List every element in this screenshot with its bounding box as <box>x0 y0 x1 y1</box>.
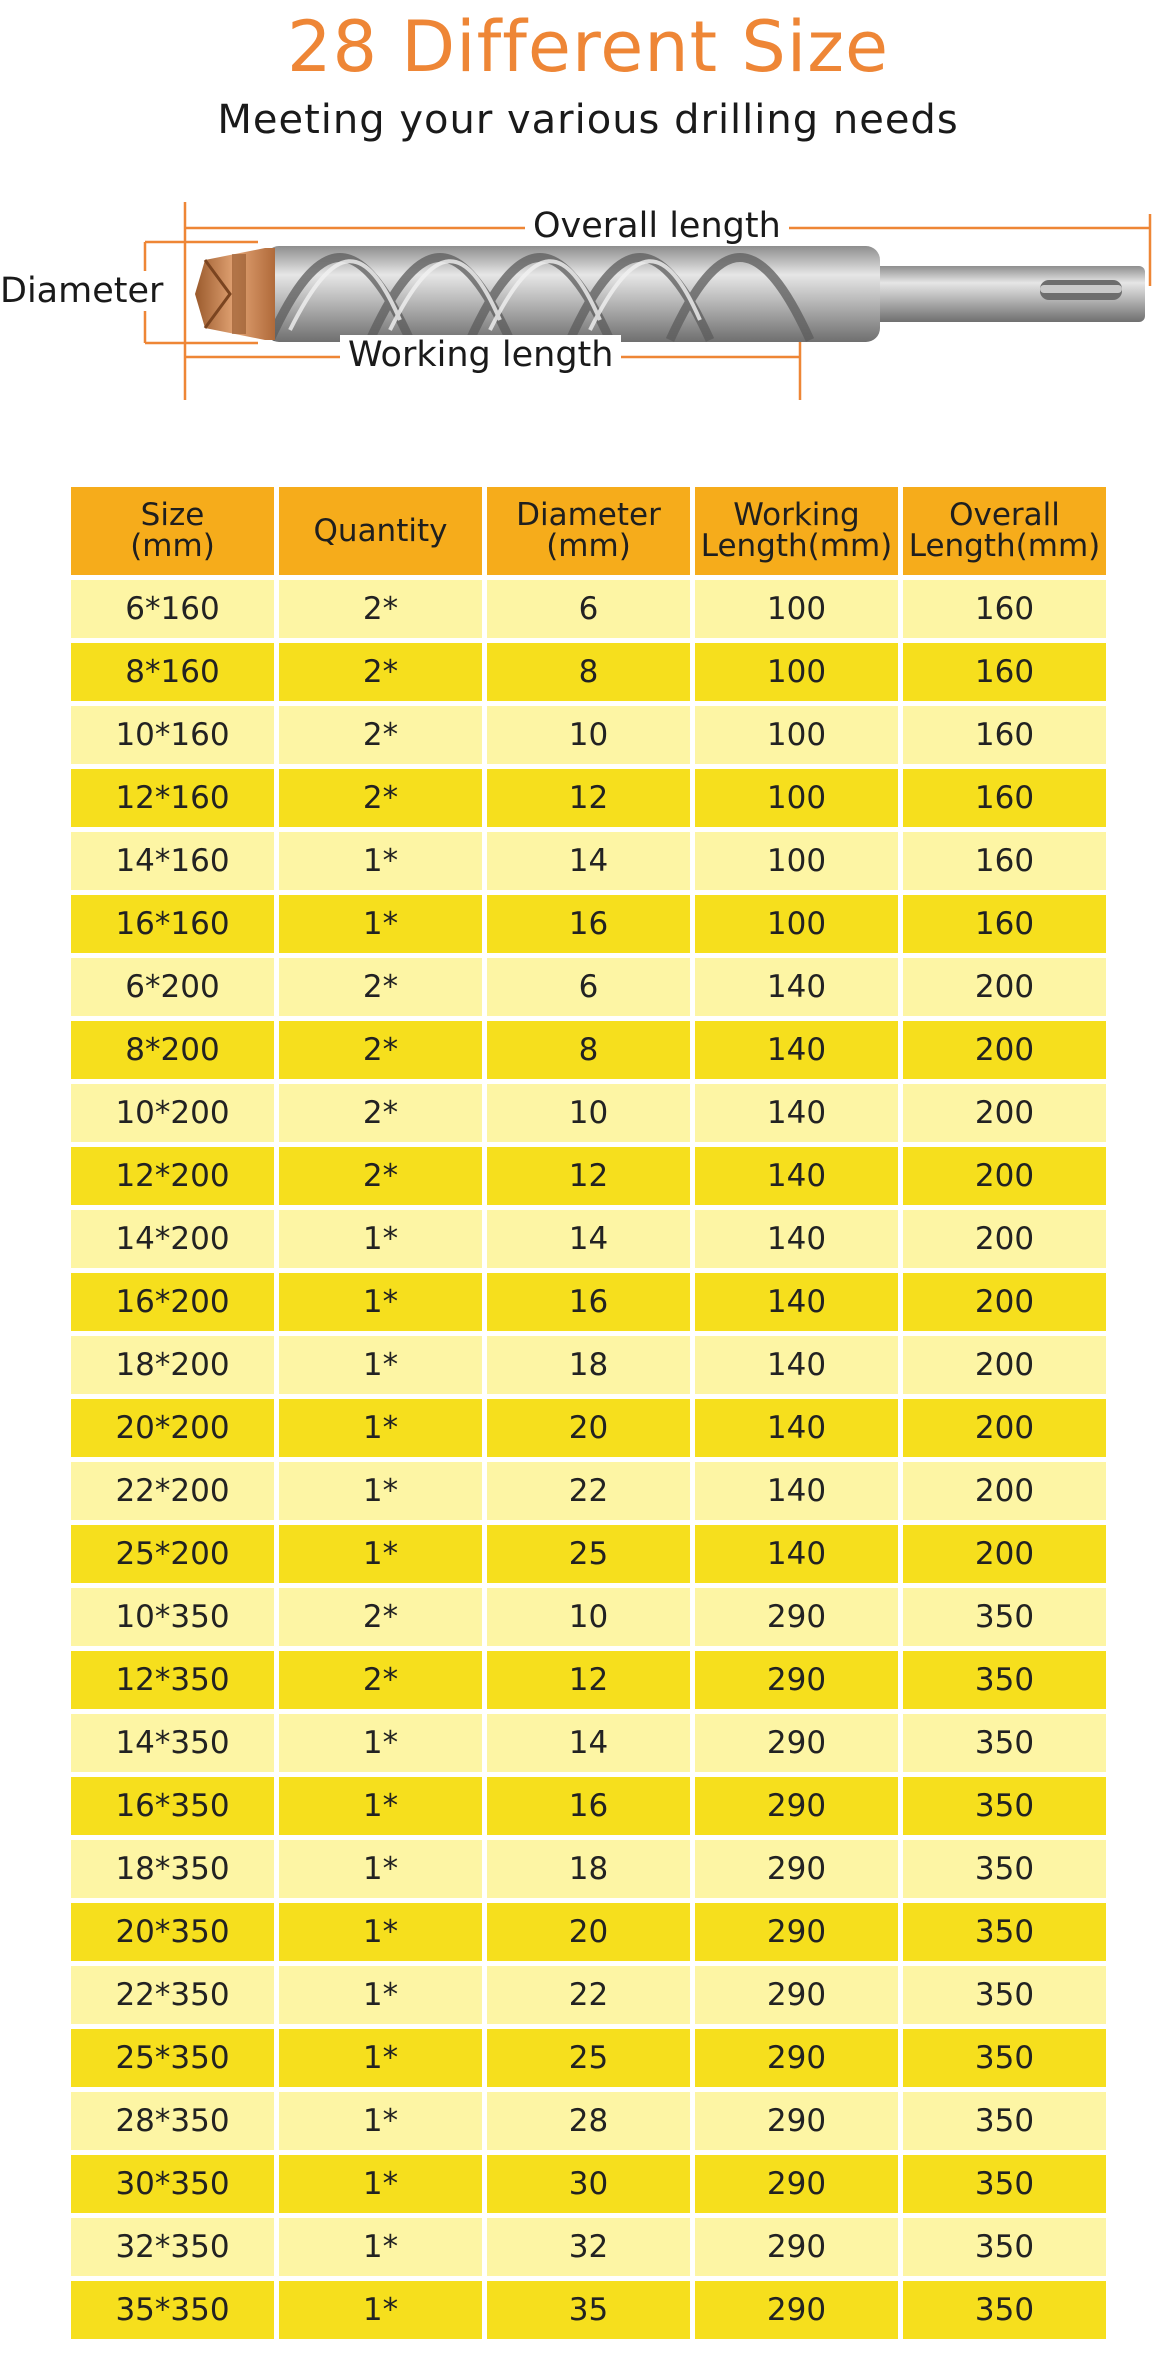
overall-length-cell: 160 <box>903 832 1106 890</box>
diameter-cell: 12 <box>487 1651 690 1709</box>
table-row <box>71 2218 1106 2276</box>
table-row <box>71 895 1106 953</box>
quantity-cell: 1* <box>279 1840 482 1898</box>
diameter-cell: 6 <box>487 958 690 1016</box>
diameter-cell: 12 <box>487 769 690 827</box>
table-row <box>71 580 1106 638</box>
quantity-cell: 1* <box>279 2281 482 2339</box>
working-length-cell: 290 <box>695 1840 898 1898</box>
table-row <box>71 958 1106 1016</box>
quantity-cell: 1* <box>279 1966 482 2024</box>
size-cell: 16*160 <box>71 895 274 953</box>
working-length-cell: 100 <box>695 643 898 701</box>
quantity-cell: 2* <box>279 1021 482 1079</box>
quantity-cell: 1* <box>279 1777 482 1835</box>
size-cell: 16*350 <box>71 1777 274 1835</box>
quantity-cell: 2* <box>279 1651 482 1709</box>
quantity-cell: 2* <box>279 580 482 638</box>
working-length-cell: 100 <box>695 769 898 827</box>
overall-length-cell: 350 <box>903 1588 1106 1646</box>
size-cell: 14*200 <box>71 1210 274 1268</box>
overall-length-cell: 350 <box>903 1777 1106 1835</box>
header-diameter: Diameter (mm) <box>487 487 690 575</box>
working-length-cell: 140 <box>695 1021 898 1079</box>
working-length-cell: 140 <box>695 1210 898 1268</box>
size-cell: 12*200 <box>71 1147 274 1205</box>
header-working-length: Working Length(mm) <box>695 487 898 575</box>
quantity-cell: 1* <box>279 1210 482 1268</box>
table-row <box>71 1210 1106 1268</box>
working-length-cell: 100 <box>695 706 898 764</box>
working-length-cell: 100 <box>695 895 898 953</box>
table-row <box>71 1399 1106 1457</box>
overall-length-cell: 200 <box>903 1021 1106 1079</box>
table-row <box>71 1084 1106 1142</box>
quantity-cell: 2* <box>279 1588 482 1646</box>
working-length-label: Working length <box>340 335 621 375</box>
diameter-cell: 14 <box>487 1714 690 1772</box>
quantity-cell: 2* <box>279 1147 482 1205</box>
quantity-cell: 1* <box>279 2155 482 2213</box>
quantity-cell: 2* <box>279 643 482 701</box>
drill-bit-diagram <box>0 190 1176 410</box>
table-row <box>71 1021 1106 1079</box>
size-cell: 25*350 <box>71 2029 274 2087</box>
diameter-cell: 25 <box>487 2029 690 2087</box>
header-overall-length: Overall Length(mm) <box>903 487 1106 575</box>
table-row <box>71 1840 1106 1898</box>
size-cell: 30*350 <box>71 2155 274 2213</box>
table-row <box>71 1273 1106 1331</box>
quantity-cell: 2* <box>279 769 482 827</box>
diameter-cell: 18 <box>487 1336 690 1394</box>
quantity-cell: 1* <box>279 2092 482 2150</box>
table-row <box>71 832 1106 890</box>
diameter-cell: 20 <box>487 1903 690 1961</box>
diameter-cell: 32 <box>487 2218 690 2276</box>
page-subtitle: Meeting your various drilling needs <box>217 97 959 143</box>
working-length-cell: 140 <box>695 958 898 1016</box>
table-row <box>71 2281 1106 2339</box>
size-cell: 14*350 <box>71 1714 274 1772</box>
diameter-cell: 8 <box>487 643 690 701</box>
overall-length-cell: 200 <box>903 1399 1106 1457</box>
size-cell: 22*350 <box>71 1966 274 2024</box>
overall-length-cell: 160 <box>903 580 1106 638</box>
table-row <box>71 643 1106 701</box>
size-cell: 8*200 <box>71 1021 274 1079</box>
overall-length-cell: 350 <box>903 1966 1106 2024</box>
diameter-cell: 12 <box>487 1147 690 1205</box>
quantity-cell: 1* <box>279 1525 482 1583</box>
working-length-cell: 140 <box>695 1273 898 1331</box>
diameter-cell: 18 <box>487 1840 690 1898</box>
overall-length-label: Overall length <box>525 206 789 246</box>
size-cell: 28*350 <box>71 2092 274 2150</box>
working-length-cell: 290 <box>695 2281 898 2339</box>
table-row <box>71 769 1106 827</box>
working-length-cell: 290 <box>695 2218 898 2276</box>
size-cell: 25*200 <box>71 1525 274 1583</box>
overall-length-cell: 200 <box>903 1525 1106 1583</box>
diameter-cell: 22 <box>487 1966 690 2024</box>
table-row <box>71 1588 1106 1646</box>
diameter-cell: 14 <box>487 832 690 890</box>
quantity-cell: 1* <box>279 2218 482 2276</box>
table-row <box>71 706 1106 764</box>
size-cell: 10*200 <box>71 1084 274 1142</box>
quantity-cell: 1* <box>279 895 482 953</box>
size-cell: 14*160 <box>71 832 274 890</box>
overall-length-cell: 200 <box>903 1210 1106 1268</box>
diameter-cell: 10 <box>487 1084 690 1142</box>
header-size: Size (mm) <box>71 487 274 575</box>
working-length-cell: 290 <box>695 1777 898 1835</box>
overall-length-cell: 350 <box>903 1903 1106 1961</box>
working-length-cell: 290 <box>695 1966 898 2024</box>
quantity-cell: 1* <box>279 832 482 890</box>
table-row <box>71 2092 1106 2150</box>
diameter-cell: 6 <box>487 580 690 638</box>
diameter-label: Diameter <box>0 271 167 311</box>
page-title: 28 Different Size <box>286 6 890 88</box>
quantity-cell: 1* <box>279 2029 482 2087</box>
size-cell: 20*350 <box>71 1903 274 1961</box>
table-header-row <box>71 487 1106 575</box>
working-length-cell: 140 <box>695 1462 898 1520</box>
working-length-cell: 140 <box>695 1084 898 1142</box>
working-length-cell: 290 <box>695 1651 898 1709</box>
working-length-cell: 140 <box>695 1336 898 1394</box>
overall-length-cell: 350 <box>903 1651 1106 1709</box>
diameter-cell: 14 <box>487 1210 690 1268</box>
quantity-cell: 1* <box>279 1462 482 1520</box>
overall-length-cell: 160 <box>903 895 1106 953</box>
quantity-cell: 1* <box>279 1273 482 1331</box>
quantity-cell: 2* <box>279 1084 482 1142</box>
overall-length-cell: 350 <box>903 1840 1106 1898</box>
size-cell: 32*350 <box>71 2218 274 2276</box>
table-row <box>71 1714 1106 1772</box>
working-length-cell: 100 <box>695 832 898 890</box>
diameter-cell: 28 <box>487 2092 690 2150</box>
table-row <box>71 2155 1106 2213</box>
table-body <box>71 580 1106 2339</box>
table-row <box>71 1336 1106 1394</box>
diameter-cell: 10 <box>487 1588 690 1646</box>
overall-length-cell: 350 <box>903 2218 1106 2276</box>
diameter-cell: 35 <box>487 2281 690 2339</box>
size-cell: 22*200 <box>71 1462 274 1520</box>
table-row <box>71 1966 1106 2024</box>
quantity-cell: 1* <box>279 1336 482 1394</box>
working-length-cell: 290 <box>695 2092 898 2150</box>
overall-length-cell: 200 <box>903 1273 1106 1331</box>
overall-length-cell: 350 <box>903 2281 1106 2339</box>
overall-length-cell: 160 <box>903 643 1106 701</box>
quantity-cell: 1* <box>279 1903 482 1961</box>
size-cell: 10*160 <box>71 706 274 764</box>
overall-length-cell: 350 <box>903 1714 1106 1772</box>
working-length-cell: 100 <box>695 580 898 638</box>
size-cell: 18*350 <box>71 1840 274 1898</box>
size-cell: 6*200 <box>71 958 274 1016</box>
size-cell: 18*200 <box>71 1336 274 1394</box>
overall-length-cell: 350 <box>903 2155 1106 2213</box>
overall-length-cell: 350 <box>903 2029 1106 2087</box>
size-spec-table <box>66 482 1111 2344</box>
table-row <box>71 1462 1106 1520</box>
working-length-cell: 290 <box>695 1588 898 1646</box>
quantity-cell: 1* <box>279 1399 482 1457</box>
overall-length-cell: 160 <box>903 706 1106 764</box>
working-length-cell: 140 <box>695 1525 898 1583</box>
working-length-cell: 290 <box>695 2155 898 2213</box>
overall-length-cell: 200 <box>903 1462 1106 1520</box>
overall-length-cell: 200 <box>903 1147 1106 1205</box>
overall-length-cell: 200 <box>903 958 1106 1016</box>
diameter-cell: 30 <box>487 2155 690 2213</box>
overall-length-cell: 350 <box>903 2092 1106 2150</box>
diameter-cell: 8 <box>487 1021 690 1079</box>
diameter-cell: 10 <box>487 706 690 764</box>
working-length-cell: 140 <box>695 1399 898 1457</box>
diameter-cell: 16 <box>487 895 690 953</box>
diameter-cell: 22 <box>487 1462 690 1520</box>
overall-length-cell: 160 <box>903 769 1106 827</box>
working-length-cell: 290 <box>695 1714 898 1772</box>
working-length-cell: 290 <box>695 2029 898 2087</box>
table-row <box>71 1147 1106 1205</box>
table-row <box>71 1903 1106 1961</box>
size-cell: 35*350 <box>71 2281 274 2339</box>
working-length-cell: 140 <box>695 1147 898 1205</box>
working-length-cell: 290 <box>695 1903 898 1961</box>
size-cell: 12*350 <box>71 1651 274 1709</box>
table-row <box>71 2029 1106 2087</box>
size-cell: 12*160 <box>71 769 274 827</box>
header-quantity: Quantity <box>279 487 482 575</box>
table-row <box>71 1525 1106 1583</box>
table-row <box>71 1651 1106 1709</box>
quantity-cell: 1* <box>279 1714 482 1772</box>
size-cell: 20*200 <box>71 1399 274 1457</box>
table-row <box>71 1777 1106 1835</box>
diameter-cell: 16 <box>487 1273 690 1331</box>
quantity-cell: 2* <box>279 958 482 1016</box>
diameter-cell: 20 <box>487 1399 690 1457</box>
size-cell: 10*350 <box>71 1588 274 1646</box>
diameter-cell: 25 <box>487 1525 690 1583</box>
diameter-cell: 16 <box>487 1777 690 1835</box>
size-cell: 16*200 <box>71 1273 274 1331</box>
overall-length-cell: 200 <box>903 1084 1106 1142</box>
size-cell: 6*160 <box>71 580 274 638</box>
quantity-cell: 2* <box>279 706 482 764</box>
overall-length-cell: 200 <box>903 1336 1106 1394</box>
size-cell: 8*160 <box>71 643 274 701</box>
